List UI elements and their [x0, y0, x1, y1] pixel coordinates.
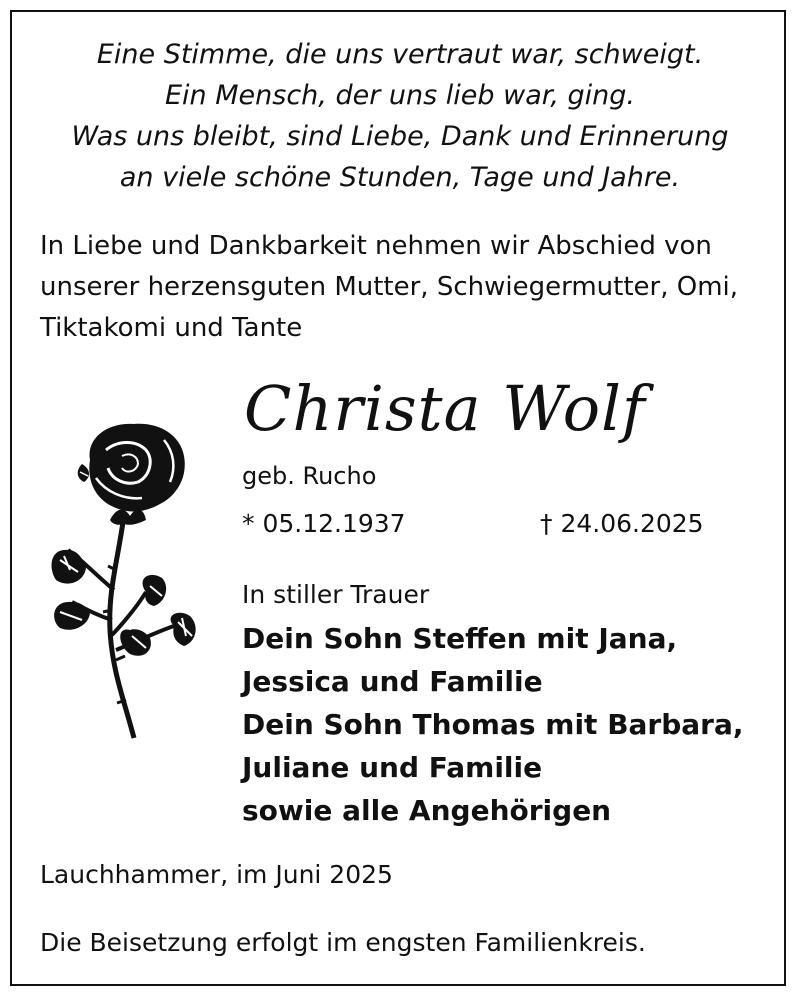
burial-note: Die Beisetzung erfolgt im engsten Familienkreis.	[40, 928, 646, 957]
poem	[40, 34, 760, 198]
poem-line: an viele schöne Stunden, Tage und Jahre.	[119, 162, 681, 193]
poem-line: Ein Mensch, der uns lieb war, ging.	[165, 80, 635, 111]
farewell-line: unserer herzensguten Mutter, Schwiegermutter, Omi,	[40, 272, 739, 302]
birth-date: * 05.12.1937	[242, 509, 406, 538]
mourner-line: Dein Sohn Steffen mit Jana,	[242, 622, 678, 655]
mourning-intro: In stiller Trauer	[242, 580, 430, 609]
mourners-list	[242, 617, 744, 832]
deceased-name: Christa Wolf	[244, 372, 646, 445]
farewell-text	[40, 226, 760, 349]
poem-line: Was uns bleibt, sind Liebe, Dank und Erinnerung	[71, 121, 729, 152]
mourner-line: Dein Sohn Thomas mit Barbara,	[242, 708, 744, 741]
rose-icon	[46, 420, 206, 745]
farewell-line: Tiktakomi und Tante	[40, 313, 303, 343]
death-date: † 24.06.2025	[540, 509, 704, 538]
place-date: Lauchhammer, im Juni 2025	[40, 860, 393, 889]
poem-line: Eine Stimme, die uns vertraut war, schweigt.	[96, 39, 704, 70]
maiden-name: geb. Rucho	[242, 462, 377, 490]
mourner-line: Juliane und Familie	[242, 751, 543, 784]
farewell-line: In Liebe und Dankbarkeit nehmen wir Abschied von	[40, 231, 712, 261]
mourner-line: Jessica und Familie	[242, 665, 543, 698]
mourner-line: sowie alle Angehörigen	[242, 794, 612, 827]
